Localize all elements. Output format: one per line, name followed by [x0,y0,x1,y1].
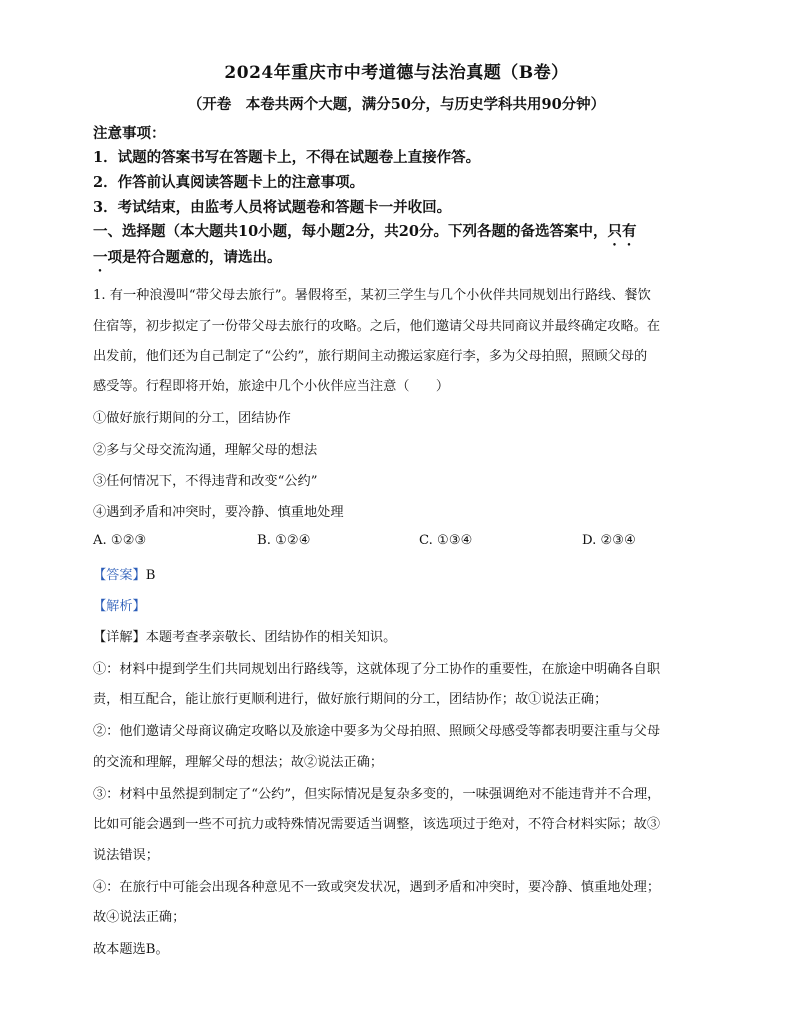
document-subtitle: （开卷 本卷共两个大题，满分50分，与历史学科共用90分钟） [187,96,606,113]
statement-item: ②多与父母交流沟通，理解父母的想法 [93,443,318,458]
analysis-tag-line [93,595,146,614]
analysis-line: ②：他们邀请父母商议确定攻略以及旅途中要多为父母拍照、照顾父母感受等都表明要注重与父母 [93,724,661,739]
analysis-line: 故本题选B。 [93,942,169,957]
section-heading-text: 项是符合题意的，请选出。 [107,249,282,266]
analysis-line: ①：材料中提到学生们共同规划出行路线等，这就体现了分工协作的重要性，在旅途中明确各自职 [93,662,661,677]
analysis-line: 说法错误； [93,848,159,863]
statement-item: ①做好旅行期间的分工，团结协作 [93,411,291,426]
analysis-tag: 【解析】 [93,599,146,614]
emphasis-text: 只有 [607,223,637,240]
question-stem-line: 1. 有一种浪漫叫“带父母去旅行”。暑假将至，某初三学生与几个小伙伴共同规划出行路线、餐饮 [93,288,651,303]
question-stem-line: 住宿等，初步拟定了一份带父母去旅行的攻略。之后，他们邀请父母共同商议并最终确定攻略。在 [93,319,661,334]
question-stem-line: 感受等。行程即将开始，旅途中几个小伙伴应当注意（ ） [93,379,450,394]
analysis-line: 责，相互配合，能让旅行更顺利进行，做好旅行期间的分工，团结协作；故①说法正确； [93,692,608,707]
section-heading-line1 [93,220,636,249]
answer-value: B [145,568,156,583]
emphasis-text: 一 [93,249,108,266]
statement-item: ④遇到矛盾和冲突时，要冷静、慎重地处理 [93,505,344,520]
answer-line [93,564,155,583]
notice-heading: 注意事项： [93,125,166,142]
section-heading-line2 [93,246,282,275]
question-stem-line: 出发前，他们还为自己制定了“公约”，旅行期间主动搬运家庭行李，多为父母拍照，照顾父母的 [93,349,648,364]
analysis-line: 的交流和理解，理解父母的想法；故②说法正确； [93,755,384,770]
document-title: 2024年重庆市中考道德与法治真题（B卷） [224,63,569,83]
statement-item: ③任何情况下，不得违背和改变“公约” [93,474,318,489]
notice-item: 1．试题的答案书写在答题卡上，不得在试题卷上直接作答。 [93,149,481,166]
notice-item: 3．考试结束，由监考人员将试题卷和答题卡一并收回。 [93,199,452,216]
option-b: B. ①②④ [257,533,311,548]
notice-item: 2．作答前认真阅读答题卡上的注意事项。 [93,174,365,191]
analysis-line: ③：材料中虽然提到制定了“公约”，但实际情况是复杂多变的，一味强调绝对不能违背并不合理， [93,787,661,802]
section-heading-text: 一、选择题（本大题共10小题，每小题2分，共20分。下列各题的备选答案中， [93,223,608,240]
analysis-line: ④：在旅行中可能会出现各种意见不一致或突发状况，遇到矛盾和冲突时，要冷静、慎重地处理； [93,880,661,895]
analysis-line: 故④说法正确； [93,910,186,925]
answer-tag: 【答案】 [93,568,146,583]
option-d: D. ②③④ [582,533,636,548]
option-a: A. ①②③ [93,533,147,548]
analysis-line: 比如可能会遇到一些不可抗力或特殊情况需要适当调整，该选项过于绝对，不符合材料实际；故③ [93,817,661,832]
analysis-line: 【详解】本题考查孝亲敬长、团结协作的相关知识。 [93,630,397,645]
option-c: C. ①③④ [419,533,473,548]
